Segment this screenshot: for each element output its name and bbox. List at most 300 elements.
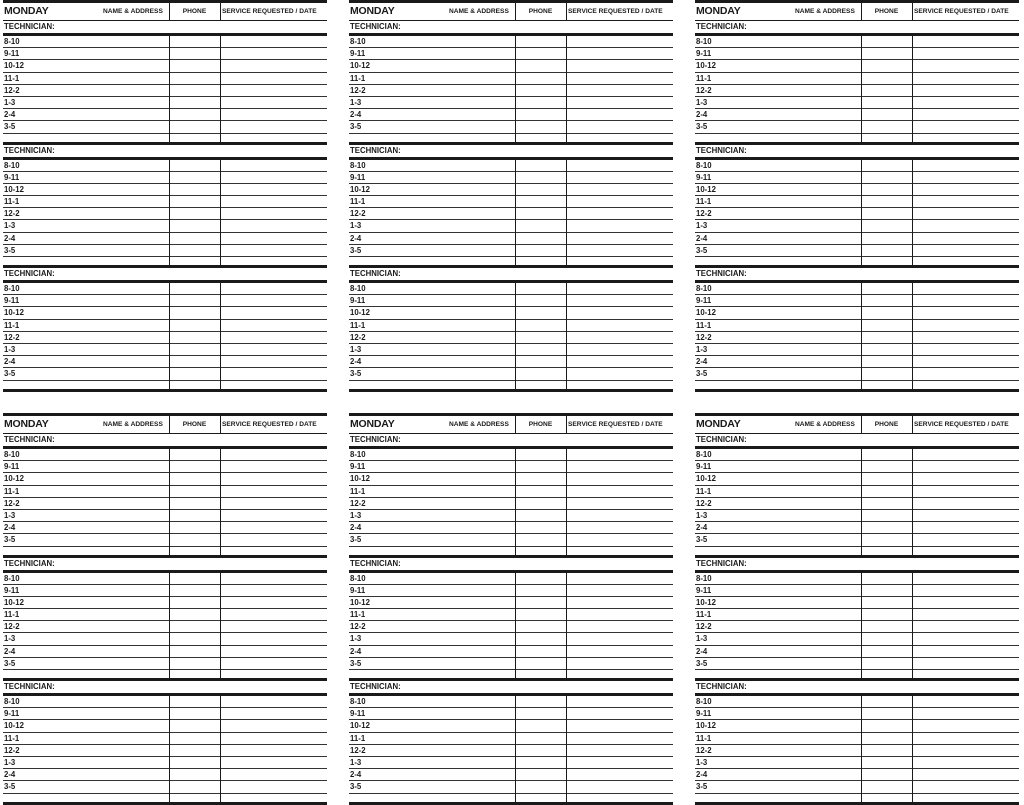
time-slot-row[interactable] — [349, 60, 673, 72]
column-divider — [220, 646, 221, 658]
technician-row[interactable] — [349, 268, 673, 283]
time-slot-row[interactable] — [3, 295, 327, 307]
time-slot-row[interactable] — [695, 473, 1019, 485]
time-slot-row[interactable] — [3, 609, 327, 621]
time-slot-row[interactable] — [3, 73, 327, 85]
time-slot-row[interactable] — [695, 196, 1019, 208]
column-divider — [912, 522, 913, 534]
column-divider — [169, 585, 170, 597]
blank-row[interactable] — [695, 670, 1019, 678]
column-divider — [912, 416, 913, 433]
time-slot-row[interactable] — [349, 621, 673, 633]
time-slot-row[interactable] — [3, 757, 327, 769]
time-slot-row[interactable] — [349, 573, 673, 585]
column-divider — [861, 97, 862, 109]
time-slot-row[interactable] — [695, 160, 1019, 172]
technician-row[interactable] — [349, 558, 673, 573]
time-slot-label: 9-11 — [4, 172, 20, 182]
time-slot-label: 10-12 — [4, 474, 24, 484]
time-slot-row[interactable] — [349, 184, 673, 196]
column-divider — [566, 486, 567, 498]
blank-row[interactable] — [349, 670, 673, 678]
column-divider — [861, 134, 862, 143]
time-slot-row[interactable] — [349, 609, 673, 621]
time-slot-row[interactable] — [695, 708, 1019, 720]
time-slot-row[interactable] — [3, 233, 327, 245]
column-divider — [515, 486, 516, 498]
blank-row[interactable] — [349, 794, 673, 802]
time-slot-row[interactable] — [695, 356, 1019, 368]
time-slot-row[interactable] — [695, 486, 1019, 498]
time-slot-row[interactable] — [349, 486, 673, 498]
time-slot-row[interactable] — [695, 320, 1019, 332]
column-divider — [912, 109, 913, 121]
time-slot-label: 11-1 — [696, 73, 712, 83]
time-slot-label: 10-12 — [696, 184, 716, 194]
time-slot-row[interactable] — [695, 720, 1019, 732]
time-slot-row[interactable] — [349, 97, 673, 109]
time-slot-row[interactable] — [349, 658, 673, 670]
time-slot-row[interactable] — [3, 332, 327, 344]
time-slot-row[interactable] — [695, 85, 1019, 97]
time-slot-row[interactable] — [3, 320, 327, 332]
time-slot-row[interactable] — [349, 121, 673, 133]
blank-row[interactable] — [349, 381, 673, 389]
time-slot-row[interactable] — [695, 609, 1019, 621]
time-slot-label: 8-10 — [350, 284, 366, 293]
time-slot-row[interactable] — [349, 745, 673, 757]
column-divider — [861, 745, 862, 757]
time-slot-row[interactable] — [3, 745, 327, 757]
column-divider — [515, 745, 516, 757]
time-slot-row[interactable] — [3, 720, 327, 732]
technician-row[interactable] — [3, 21, 327, 36]
time-slot-row[interactable] — [349, 283, 673, 295]
time-slot-label: 11-1 — [4, 320, 20, 330]
time-slot-row[interactable] — [349, 245, 673, 257]
blank-row[interactable] — [695, 547, 1019, 555]
time-slot-row[interactable] — [695, 597, 1019, 609]
time-slot-row[interactable] — [349, 109, 673, 121]
blank-row[interactable] — [3, 381, 327, 389]
time-slot-row[interactable] — [3, 708, 327, 720]
column-divider — [861, 696, 862, 708]
column-divider — [220, 733, 221, 745]
column-divider — [169, 461, 170, 473]
time-slot-row[interactable] — [695, 60, 1019, 72]
time-slot-row[interactable] — [3, 344, 327, 356]
time-slot-label: 11-1 — [696, 486, 712, 496]
technician-row[interactable] — [695, 268, 1019, 283]
column-divider — [169, 708, 170, 720]
time-slot-row[interactable] — [3, 160, 327, 172]
column-divider — [169, 36, 170, 48]
time-slot-row[interactable] — [349, 696, 673, 708]
time-slot-row[interactable] — [349, 344, 673, 356]
time-slot-row[interactable] — [3, 633, 327, 645]
technician-row[interactable] — [695, 434, 1019, 449]
column-header-name-address: NAME & ADDRESS — [449, 8, 509, 15]
column-divider — [566, 633, 567, 645]
time-slot-row[interactable] — [695, 573, 1019, 585]
time-slot-row[interactable] — [695, 283, 1019, 295]
time-slot-row[interactable] — [3, 60, 327, 72]
time-slot-row[interactable] — [349, 85, 673, 97]
time-slot-row[interactable] — [3, 109, 327, 121]
technician-section — [695, 681, 1019, 805]
column-divider — [169, 646, 170, 658]
time-slot-row[interactable] — [349, 733, 673, 745]
time-slot-row[interactable] — [349, 757, 673, 769]
time-slot-label: 2-4 — [696, 646, 708, 656]
time-slot-row[interactable] — [349, 356, 673, 368]
time-slot-row[interactable] — [3, 621, 327, 633]
column-divider — [861, 658, 862, 670]
time-slot-row[interactable] — [695, 48, 1019, 60]
blank-row[interactable] — [3, 257, 327, 265]
time-slot-row[interactable] — [695, 633, 1019, 645]
technician-section — [3, 434, 327, 558]
column-divider — [861, 60, 862, 72]
column-header-phone: PHONE — [874, 421, 899, 428]
time-slot-row[interactable] — [695, 332, 1019, 344]
time-slot-row[interactable] — [695, 510, 1019, 522]
time-slot-label: 11-1 — [4, 197, 20, 207]
column-divider — [566, 757, 567, 769]
time-slot-row[interactable] — [695, 97, 1019, 109]
time-slot-row[interactable] — [695, 233, 1019, 245]
column-divider — [912, 769, 913, 781]
time-slot-row[interactable] — [695, 757, 1019, 769]
column-divider — [169, 769, 170, 781]
technician-row[interactable] — [695, 681, 1019, 696]
time-slot-row[interactable] — [695, 769, 1019, 781]
time-slot-row[interactable] — [349, 36, 673, 48]
time-slot-label: 2-4 — [350, 233, 362, 243]
time-slot-label: 10-12 — [696, 61, 716, 71]
time-slot-row[interactable] — [349, 307, 673, 319]
time-slot-row[interactable] — [3, 522, 327, 534]
column-divider — [169, 220, 170, 232]
time-slot-row[interactable] — [3, 696, 327, 708]
blank-row[interactable] — [3, 670, 327, 678]
column-divider — [912, 172, 913, 184]
column-divider — [169, 97, 170, 109]
form-header — [349, 413, 673, 434]
time-slot-row[interactable] — [3, 283, 327, 295]
column-divider — [861, 416, 862, 433]
schedule-form — [695, 0, 1019, 392]
column-divider — [566, 356, 567, 368]
column-divider — [220, 769, 221, 781]
time-slot-row[interactable] — [349, 781, 673, 793]
time-slot-row[interactable] — [3, 769, 327, 781]
time-slot-label: 8-10 — [4, 450, 20, 459]
time-slot-label: 2-4 — [696, 523, 708, 533]
time-slot-row[interactable] — [695, 696, 1019, 708]
time-slot-row[interactable] — [695, 368, 1019, 380]
column-divider — [861, 48, 862, 60]
time-slot-row[interactable] — [3, 597, 327, 609]
time-slot-label: 8-10 — [350, 697, 366, 706]
time-slot-row[interactable] — [349, 498, 673, 510]
time-slot-label: 9-11 — [350, 296, 366, 306]
time-slot-row[interactable] — [3, 486, 327, 498]
time-slot-label: 9-11 — [696, 709, 712, 719]
time-slot-label: 3-5 — [4, 245, 16, 255]
column-divider — [220, 585, 221, 597]
time-slot-label: 12-2 — [350, 622, 366, 632]
time-slot-row[interactable] — [349, 220, 673, 232]
time-slot-row[interactable] — [349, 368, 673, 380]
time-slot-row[interactable] — [3, 461, 327, 473]
column-divider — [169, 633, 170, 645]
blank-row[interactable] — [695, 381, 1019, 389]
column-divider — [566, 344, 567, 356]
technician-section — [349, 268, 673, 392]
time-slot-row[interactable] — [349, 646, 673, 658]
column-divider — [566, 3, 567, 20]
section-divider — [349, 802, 673, 805]
column-divider — [912, 208, 913, 220]
time-slot-row[interactable] — [695, 220, 1019, 232]
time-slot-row[interactable] — [349, 295, 673, 307]
time-slot-row[interactable] — [695, 36, 1019, 48]
time-slot-row[interactable] — [695, 646, 1019, 658]
time-slot-row[interactable] — [3, 48, 327, 60]
time-slot-row[interactable] — [695, 73, 1019, 85]
time-slot-row[interactable] — [349, 708, 673, 720]
time-slot-row[interactable] — [3, 368, 327, 380]
column-divider — [220, 720, 221, 732]
technician-row[interactable] — [695, 21, 1019, 36]
column-divider — [220, 368, 221, 380]
column-divider — [169, 745, 170, 757]
time-slot-row[interactable] — [695, 745, 1019, 757]
column-divider — [220, 498, 221, 510]
time-slot-label: 8-10 — [696, 284, 712, 293]
column-divider — [169, 757, 170, 769]
time-slot-row[interactable] — [3, 172, 327, 184]
time-slot-row[interactable] — [3, 733, 327, 745]
blank-row[interactable] — [695, 794, 1019, 802]
time-slot-label: 1-3 — [4, 221, 16, 231]
column-divider — [566, 85, 567, 97]
blank-row[interactable] — [349, 257, 673, 265]
technician-row[interactable] — [695, 145, 1019, 160]
time-slot-row[interactable] — [349, 172, 673, 184]
blank-row[interactable] — [349, 134, 673, 142]
time-slot-row[interactable] — [695, 109, 1019, 121]
column-divider — [566, 307, 567, 319]
time-slot-row[interactable] — [349, 473, 673, 485]
time-slot-row[interactable] — [3, 498, 327, 510]
time-slot-row[interactable] — [349, 633, 673, 645]
column-divider — [912, 534, 913, 546]
technician-row[interactable] — [3, 434, 327, 449]
column-divider — [220, 160, 221, 172]
time-slot-row[interactable] — [695, 534, 1019, 546]
time-slot-row[interactable] — [695, 121, 1019, 133]
time-slot-row[interactable] — [349, 769, 673, 781]
time-slot-row[interactable] — [349, 48, 673, 60]
blank-row[interactable] — [3, 547, 327, 555]
time-slot-row[interactable] — [349, 320, 673, 332]
time-slot-row[interactable] — [349, 534, 673, 546]
time-slot-row[interactable] — [695, 245, 1019, 257]
time-slot-row[interactable] — [3, 196, 327, 208]
column-divider — [220, 670, 221, 679]
time-slot-row[interactable] — [349, 597, 673, 609]
time-slot-row[interactable] — [3, 473, 327, 485]
time-slot-row[interactable] — [3, 245, 327, 257]
column-divider — [566, 48, 567, 60]
time-slot-row[interactable] — [695, 449, 1019, 461]
column-divider — [220, 344, 221, 356]
blank-row[interactable] — [349, 547, 673, 555]
column-divider — [912, 461, 913, 473]
column-divider — [566, 794, 567, 803]
column-divider — [220, 522, 221, 534]
time-slot-row[interactable] — [3, 658, 327, 670]
technician-row[interactable] — [695, 558, 1019, 573]
time-slot-label: 11-1 — [350, 733, 366, 743]
time-slot-row[interactable] — [3, 534, 327, 546]
time-slot-row[interactable] — [695, 733, 1019, 745]
time-slot-label: 1-3 — [350, 510, 362, 520]
column-divider — [515, 233, 516, 245]
column-divider — [912, 670, 913, 679]
column-divider — [515, 609, 516, 621]
time-slot-row[interactable] — [3, 510, 327, 522]
time-slot-row[interactable] — [3, 184, 327, 196]
time-slot-row[interactable] — [3, 646, 327, 658]
column-divider — [169, 486, 170, 498]
column-divider — [861, 522, 862, 534]
time-slot-row[interactable] — [695, 344, 1019, 356]
time-slot-row[interactable] — [349, 332, 673, 344]
time-slot-row[interactable] — [349, 73, 673, 85]
technician-row[interactable] — [349, 434, 673, 449]
time-slot-row[interactable] — [349, 233, 673, 245]
time-slot-row[interactable] — [3, 781, 327, 793]
time-slot-row[interactable] — [3, 36, 327, 48]
day-title: MONDAY — [696, 5, 741, 17]
column-divider — [169, 670, 170, 679]
technician-row[interactable] — [349, 681, 673, 696]
time-slot-row[interactable] — [3, 97, 327, 109]
time-slot-label: 12-2 — [350, 745, 366, 755]
time-slot-row[interactable] — [3, 356, 327, 368]
time-slot-row[interactable] — [695, 781, 1019, 793]
column-divider — [861, 573, 862, 585]
blank-row[interactable] — [3, 794, 327, 802]
time-slot-label: 12-2 — [696, 622, 712, 632]
blank-row[interactable] — [695, 134, 1019, 142]
blank-row[interactable] — [3, 134, 327, 142]
time-slot-row[interactable] — [3, 220, 327, 232]
time-slot-row[interactable] — [695, 307, 1019, 319]
column-divider — [169, 196, 170, 208]
time-slot-label: 10-12 — [350, 184, 370, 194]
column-divider — [169, 522, 170, 534]
time-slot-row[interactable] — [695, 621, 1019, 633]
technician-row[interactable] — [3, 558, 327, 573]
column-divider — [861, 121, 862, 133]
time-slot-row[interactable] — [3, 307, 327, 319]
time-slot-row[interactable] — [349, 196, 673, 208]
column-divider — [566, 708, 567, 720]
column-divider — [169, 295, 170, 307]
technician-label: TECHNICIAN: — [350, 682, 401, 691]
time-slot-row[interactable] — [695, 172, 1019, 184]
column-divider — [861, 160, 862, 172]
column-divider — [861, 36, 862, 48]
time-slot-label: 10-12 — [4, 61, 24, 71]
time-slot-row[interactable] — [349, 585, 673, 597]
time-slot-label: 1-3 — [4, 757, 16, 767]
column-header-service-date: SERVICE REQUESTED / DATE — [568, 8, 663, 15]
technician-row[interactable] — [3, 268, 327, 283]
technician-row[interactable] — [3, 145, 327, 160]
time-slot-row[interactable] — [349, 720, 673, 732]
time-slot-label: 3-5 — [696, 782, 708, 792]
form-header — [695, 0, 1019, 21]
time-slot-row[interactable] — [695, 585, 1019, 597]
time-slot-row[interactable] — [695, 184, 1019, 196]
column-divider — [861, 3, 862, 20]
time-slot-row[interactable] — [349, 160, 673, 172]
time-slot-row[interactable] — [349, 510, 673, 522]
column-divider — [566, 97, 567, 109]
time-slot-row[interactable] — [695, 498, 1019, 510]
time-slot-row[interactable] — [349, 208, 673, 220]
time-slot-row[interactable] — [695, 461, 1019, 473]
blank-row[interactable] — [695, 257, 1019, 265]
time-slot-row[interactable] — [695, 522, 1019, 534]
column-divider — [912, 621, 913, 633]
column-divider — [169, 781, 170, 793]
column-divider — [566, 295, 567, 307]
column-divider — [515, 320, 516, 332]
time-slot-row[interactable] — [695, 295, 1019, 307]
time-slot-row[interactable] — [3, 208, 327, 220]
time-slot-row[interactable] — [3, 85, 327, 97]
time-slot-label: 2-4 — [696, 233, 708, 243]
column-divider — [515, 184, 516, 196]
time-slot-label: 10-12 — [350, 474, 370, 484]
column-divider — [220, 573, 221, 585]
time-slot-row[interactable] — [695, 658, 1019, 670]
time-slot-row[interactable] — [695, 208, 1019, 220]
column-divider — [566, 416, 567, 433]
column-divider — [912, 73, 913, 85]
technician-row[interactable] — [349, 145, 673, 160]
time-slot-label: 1-3 — [4, 634, 16, 644]
technician-row[interactable] — [3, 681, 327, 696]
column-divider — [169, 320, 170, 332]
time-slot-row[interactable] — [349, 449, 673, 461]
time-slot-row[interactable] — [3, 585, 327, 597]
technician-row[interactable] — [349, 21, 673, 36]
time-slot-row[interactable] — [349, 522, 673, 534]
column-divider — [566, 208, 567, 220]
time-slot-row[interactable] — [349, 461, 673, 473]
time-slot-row[interactable] — [3, 121, 327, 133]
time-slot-row[interactable] — [3, 449, 327, 461]
column-divider — [515, 573, 516, 585]
time-slot-row[interactable] — [3, 573, 327, 585]
